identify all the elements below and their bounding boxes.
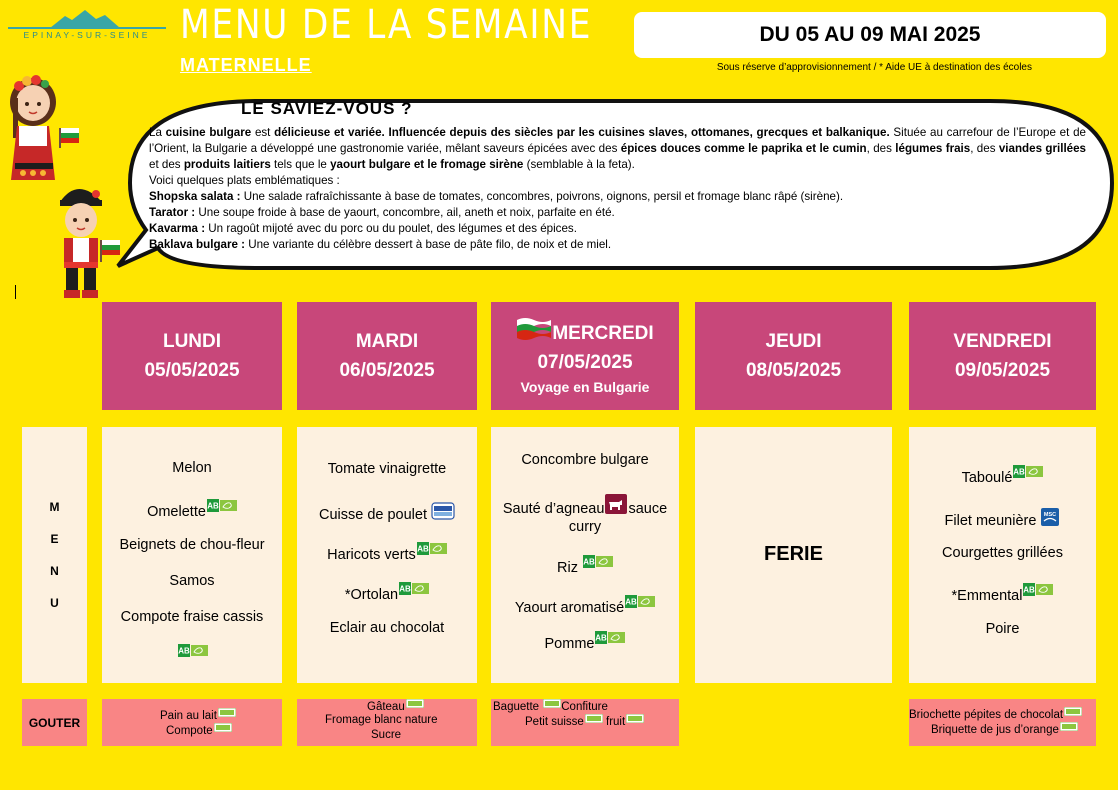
menu-letter: M (49, 500, 60, 514)
info-dish: Tarator : Une soupe froide à base de yaourt, concombre, ail, aneth et noix, parfaite en été. (149, 206, 615, 219)
gouter-item: Compote (166, 723, 232, 737)
day-name-row (491, 316, 679, 348)
info-text (149, 125, 1086, 253)
menu-label (22, 427, 87, 683)
menu-item: *Emmental (909, 583, 1096, 605)
day-name: LUNDI (162, 331, 222, 352)
page-subtitle: MATERNELLE (180, 55, 312, 75)
menu-item: Filet meunière MSC (909, 507, 1096, 530)
gouter-lundi (102, 699, 282, 746)
menu-item: Cuisse de poulet (297, 501, 477, 524)
gouter-item: Gâteau (367, 699, 424, 713)
msc-peche-durable-icon (1040, 507, 1060, 527)
menu-letter: E (50, 532, 59, 546)
organic-label-icon (218, 708, 236, 717)
menu-item: *Ortolan (297, 582, 477, 604)
day-date: 07/05/2025 (537, 351, 633, 373)
page-title: MENU DE LA SEMAINE (180, 2, 593, 48)
menu-item: Omelette (102, 499, 282, 521)
menu-mardi (297, 427, 477, 683)
logo-text: EPINAY-SUR-SEINE (23, 30, 151, 40)
menu-item: Courgettes grillées (942, 545, 1063, 561)
menu-item-label (102, 644, 282, 666)
organic-label-icon (626, 714, 644, 723)
day-name: VENDREDI (953, 331, 1052, 352)
menu-item: Yaourt aromatisé (491, 595, 679, 617)
volaille-francaise-icon (431, 501, 455, 521)
gouter-item: Sucre (371, 729, 402, 741)
gouter-mercredi (491, 699, 679, 746)
menu-mercredi (491, 427, 679, 683)
viande-bovine-francaise-icon (604, 493, 628, 515)
menu-jeudi (695, 427, 892, 683)
menu-item: Melon (172, 460, 212, 476)
gouter-item: Petit suisse fruit (525, 714, 644, 728)
gouter-item: Pain au lait (160, 708, 236, 722)
menu-item: Riz (491, 555, 679, 577)
ferie-label: FERIE (764, 543, 823, 565)
menu-letter: U (50, 596, 59, 610)
menu-letter: N (50, 564, 59, 578)
day-date: 09/05/2025 (954, 360, 1051, 381)
organic-label-icon (1060, 722, 1078, 731)
menu-vendredi (909, 427, 1096, 683)
day-header-lundi (102, 302, 282, 410)
organic-label-icon (595, 631, 625, 644)
day-name: MERCREDI (552, 322, 654, 344)
day-date: 08/05/2025 (745, 360, 842, 381)
day-name: JEUDI (765, 331, 822, 352)
menu-lundi (102, 427, 282, 683)
gouter-vendredi (909, 699, 1096, 746)
menu-item: Concombre bulgare (521, 452, 649, 468)
organic-label-icon (406, 699, 424, 708)
day-name: MARDI (355, 331, 419, 352)
day-header-vendredi (909, 302, 1096, 410)
gouter-item: Baguette Confiture (493, 701, 608, 713)
day-header-mardi (297, 302, 477, 410)
organic-label-icon (178, 644, 208, 657)
menu-item: Samos (169, 573, 215, 589)
menu-item: Eclair au chocolat (329, 620, 445, 636)
date-range-box (634, 12, 1106, 58)
organic-label-icon (543, 699, 561, 708)
gouter-label: GOUTER (22, 699, 87, 746)
gouter-item: Briquette de jus d’orange (931, 722, 1078, 736)
organic-label-icon (585, 714, 603, 723)
menu-item: Pomme (491, 631, 679, 653)
day-date: 05/05/2025 (144, 360, 240, 381)
info-plats-intro: Voici quelques plats emblématiques : (149, 174, 340, 187)
menu-item: Taboulé (909, 465, 1096, 487)
organic-label-icon (625, 595, 655, 608)
info-dish: Shopska salata : Une salade rafraîchissante à base de tomates, concombres, poivrons, oignons, persil et fromage blanc râpé (sirène). (149, 190, 844, 203)
day-date: 06/05/2025 (339, 360, 435, 381)
menu-item: Compote fraise cassis (120, 609, 264, 625)
organic-label-icon (1064, 707, 1082, 716)
info-title: LE SAVIEZ-VOUS ? (241, 99, 413, 118)
menu-item: Sauté d’agneau sauce curry (491, 493, 679, 536)
bulgaria-flag-icon (516, 316, 552, 342)
svg-text:MSC: MSC (1044, 512, 1057, 518)
organic-label-icon (1023, 583, 1053, 596)
text-cursor (15, 285, 16, 299)
organic-label-icon (399, 582, 429, 595)
day-header-jeudi (695, 302, 892, 410)
organic-label-icon (1013, 465, 1043, 478)
logo-underline (8, 27, 166, 29)
menu-item: Tomate vinaigrette (327, 461, 447, 477)
info-intro: La cuisine bulgare est délicieuse et variée. Influencée depuis des siècles par les cuisines slaves, ottomanes, grecques et balkanique. Située au carrefour de l’Europe et de l’Orient, la Bulgarie a développé une gastronomie variée, mêlant saveurs épicées avec des épices douces comme le paprika et le cumin, des légumes frais, des viandes grillées et des produits laitiers tels que le yaourt bulgare et le fromage sirène (semblable à la feta). (149, 126, 1087, 171)
info-dish: Baklava bulgare : Une variante du célèbre dessert à base de pâte filo, de noix et de miel. (149, 238, 612, 251)
organic-label-icon (417, 542, 447, 555)
gouter-item: Briochette pépites de chocolat (909, 707, 1082, 721)
disclaimer: Sous réserve d’approvisionnement / * Aide UE à destination des écoles (716, 62, 1032, 73)
organic-label-icon (207, 499, 237, 512)
menu-item: Haricots verts (297, 542, 477, 564)
mountain-logo-icon (50, 10, 120, 28)
organic-label-icon (583, 555, 613, 568)
menu-item: Beignets de chou-fleur (119, 537, 265, 553)
info-dish: Kavarma : Un ragoût mijoté avec du porc ou du poulet, des légumes et des épices. (149, 222, 577, 235)
day-theme: Voyage en Bulgarie (520, 378, 650, 395)
date-range: DU 05 AU 09 MAI 2025 (759, 23, 981, 46)
organic-label-icon (214, 723, 232, 732)
day-header-mercredi (491, 302, 679, 410)
girl-figure-icon (3, 70, 85, 188)
gouter-mardi (297, 699, 477, 746)
gouter-item: Fromage blanc nature (325, 714, 438, 726)
menu-item: Poire (985, 621, 1020, 637)
